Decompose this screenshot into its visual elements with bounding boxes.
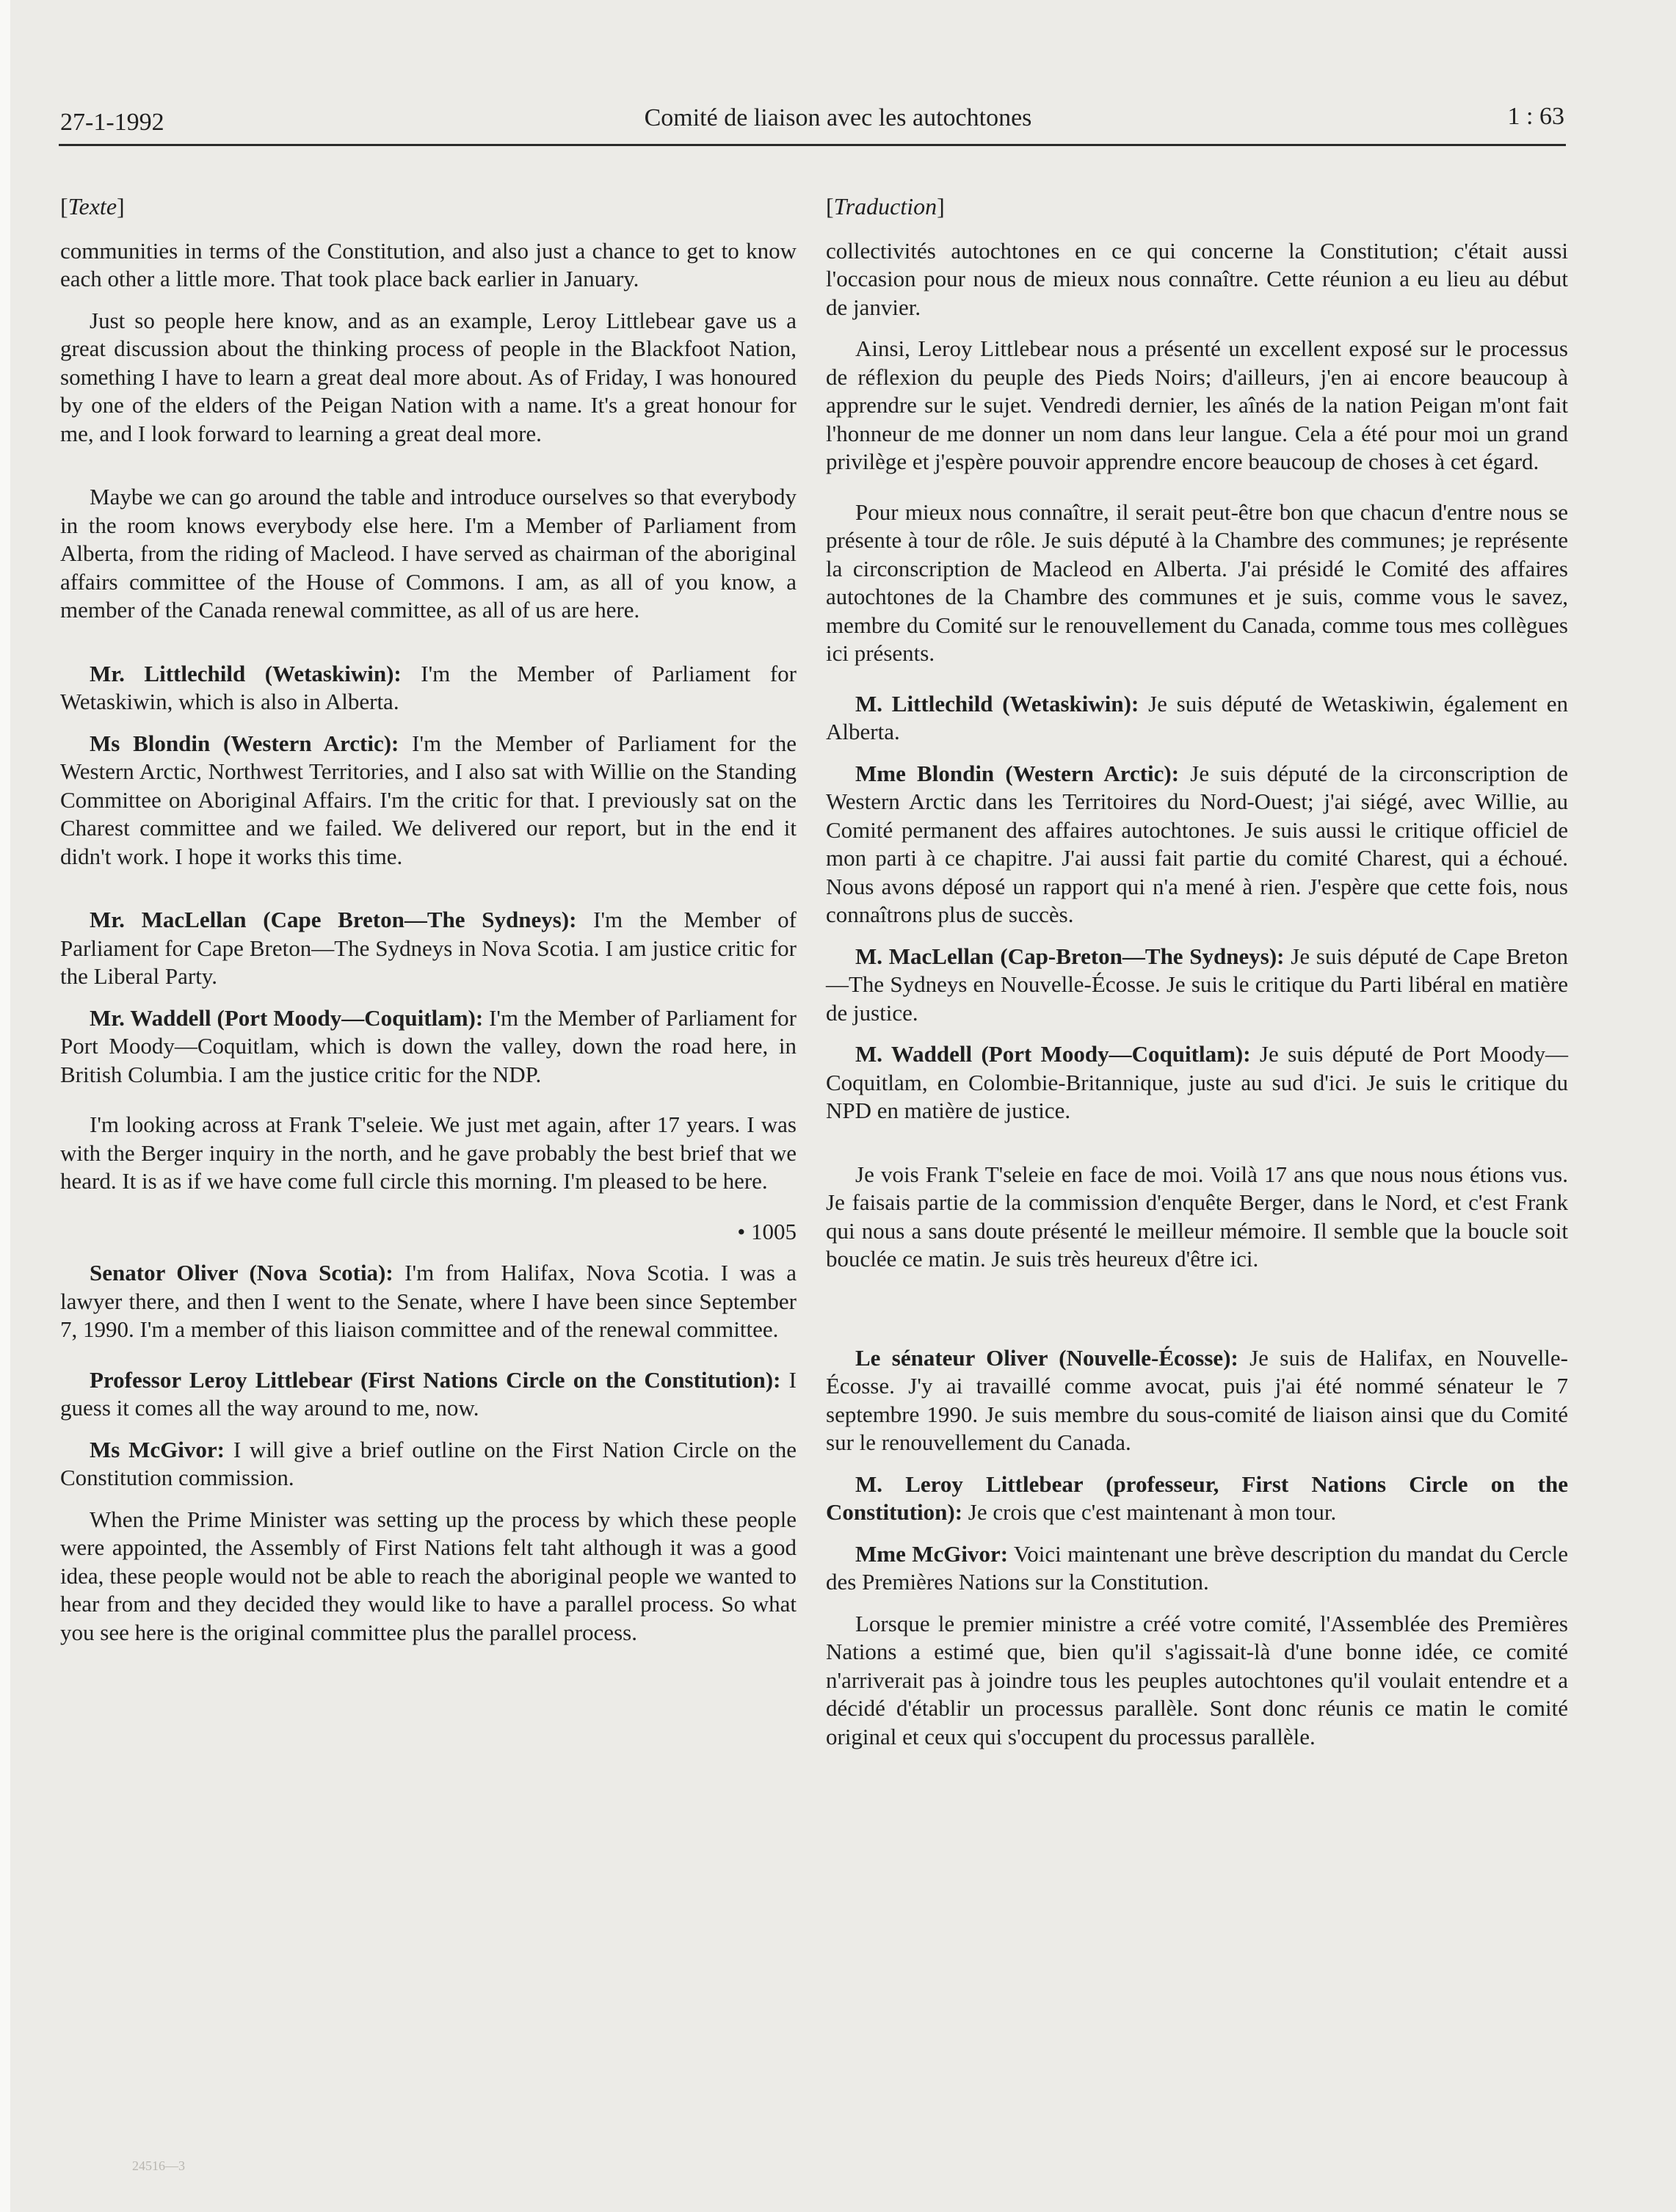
speaker-name: Senator Oliver (Nova Scotia): (90, 1260, 393, 1286)
speaker-paragraph: M. MacLellan (Cap-Breton—The Sydneys): Je suis député de Cape Breton—The Sydneys en Nouvelle-Écosse. Je suis le critique du Parti libéral en matière de justice. (826, 943, 1568, 1026)
paragraph: Pour mieux nous connaître, il serait peut-être bon que chacun d'entre nous se présente à tour de rôle. Je suis député à la Chambre des communes; je représente la circonscription de Macleod en Alberta. J'ai présidé le Comité des affaires autochtones de la Chambre des communes et je suis, comme vous le savez, membre du Comité sur le renouvellement du Canada, comme tous mes collègues ici présents. (826, 498, 1568, 666)
column-label-english: [Texte] (60, 193, 125, 220)
paragraph: Just so people here know, and as an example, Leroy Littlebear gave us a great discussion about the thinking process of people in the Blackfoot Nation, something I have to learn a great deal more about. As of Friday, I was honoured by one of the elders of the Peigan Nation with a name. It's a great honour for me, and I look forward to learning a great deal more. (60, 307, 797, 446)
speaker-paragraph: Ms McGivor: I will give a brief outline on the First Nation Circle on the Constitution commission. (60, 1436, 797, 1490)
page-edge (0, 0, 10, 2212)
paragraph: Je vois Frank T'seleie en face de moi. Voilà 17 ans que nous nous étions vus. Je faisais partie de la commission d'enquête Berger, dans le Nord, et c'est Frank qui nous a sans doute présenté le meilleur mémoire. Il semble que la boucle soit bouclée ce matin. Je suis très heureux d'être ici. (826, 1161, 1568, 1272)
speaker-name: M. Waddell (Port Moody—Coquitlam): (855, 1041, 1251, 1067)
speaker-name: Mr. Waddell (Port Moody—Coquitlam): (90, 1004, 484, 1031)
speaker-name: Mme Blondin (Western Arctic): (855, 760, 1180, 786)
header-title: Comité de liaison avec les autochtones (644, 104, 1032, 131)
speaker-paragraph: Mme Blondin (Western Arctic): Je suis député de la circonscription de Western Arctic dans les Territoires du Nord-Ouest; j'ai siégé, avec Willie, au Comité permanent des affaires autochtones. Je suis aussi le critique officiel de mon parti à ce chapitre. J'ai aussi fait partie du comité Charest, qui a échoué. Nous avons déposé un rapport qui n'a mené à rien. J'espère que cette fois, nous connaîtrons plus de succès. (826, 760, 1568, 927)
speaker-name: M. MacLellan (Cap-Breton—The Sydneys): (855, 943, 1285, 969)
speaker-paragraph: Ms Blondin (Western Arctic): I'm the Member of Parliament for the Western Arctic, Northwest Territories, and I also sat with Willie on the Standing Committee on Aboriginal Affairs. I'm the critic for that. I previously sat on the Charest committee and we failed. We delivered our report, but in the end it didn't work. I hope it works this time. (60, 730, 797, 869)
speaker-name: Le sénateur Oliver (Nouvelle-Écosse): (855, 1344, 1238, 1371)
paragraph: Lorsque le premier ministre a créé votre comité, l'Assemblée des Premières Nations a estimé que, bien qu'il s'agissait-là d'une bonne idée, ce comité n'arriverait pas à joindre tous les peuples autochtones qu'il voulait entendre et a décidé d'établir un processus parallèle. Sont donc réunis ce matin le comité original et ceux qui s'occupent du processus parallèle. (826, 1610, 1568, 1749)
speaker-paragraph: Le sénateur Oliver (Nouvelle-Écosse): Je suis de Halifax, en Nouvelle-Écosse. J'y ai travaillé comme avocat, puis j'ai été nommé sénateur le 7 septembre 1990. Je suis membre du sous-comité de liaison ainsi que du Comité sur le renouvellement du Canada. (826, 1344, 1568, 1455)
speaker-paragraph: M. Leroy Littlebear (professeur, First Nations Circle on the Constitution): Je crois que c'est maintenant à mon tour. (826, 1471, 1568, 1525)
header-page-number: 1 : 63 (1507, 103, 1564, 130)
speaker-name: Mr. MacLellan (Cape Breton—The Sydneys): (90, 907, 577, 932)
speaker-name: Ms Blondin (Western Arctic): (90, 730, 399, 756)
speaker-paragraph: Professor Leroy Littlebear (First Nations Circle on the Constitution): I guess it comes all the way around to me, now. (60, 1366, 797, 1421)
paragraph: collectivités autochtones en ce qui concerne la Constitution; c'était aussi l'occasion pour nous de mieux nous connaître. Cette réunion a eu lieu au début de janvier. (826, 237, 1568, 320)
paragraph: communities in terms of the Constitution, and also just a chance to get to know each other a little more. That took place back earlier in January. (60, 237, 797, 291)
speaker-name: Mr. Littlechild (Wetaskiwin): (90, 660, 402, 686)
header-rule (59, 144, 1566, 146)
speaker-paragraph: Mr. Waddell (Port Moody—Coquitlam): I'm the Member of Parliament for Port Moody—Coquitlam, which is down the valley, down the road here, in British Columbia. I am the justice critic for the NDP. (60, 1004, 797, 1087)
header-date: 27-1-1992 (60, 109, 164, 136)
paragraph: When the Prime Minister was setting up the process by which these people were appointed, the Assembly of First Nations felt taht although it was a good idea, these people would not be able to reach the aboriginal people we wanted to hear from and they decided they would like to have a parallel process. So what you see here is the original committee plus the parallel process. (60, 1506, 797, 1645)
speaker-paragraph: Mme McGivor: Voici maintenant une brève description du mandat du Cercle des Premières Nations sur la Constitution. (826, 1540, 1569, 1595)
paragraph: I'm looking across at Frank T'seleie. We just met again, after 17 years. I was with the Berger inquiry in the north, and he gave probably the best brief that we heard. It is as if we have come full circle this morning. I'm pleased to be here. (60, 1112, 797, 1194)
speaker-name: M. Littlechild (Wetaskiwin): (855, 690, 1139, 717)
speaker-paragraph: Mr. MacLellan (Cape Breton—The Sydneys): I'm the Member of Parliament for Cape Breton—The Sydneys in Nova Scotia. I am justice critic for the Liberal Party. (60, 907, 797, 989)
column-english (60, 192, 797, 1647)
footer-code: 24516—3 (132, 2158, 185, 2173)
speaker-name: Ms McGivor: (90, 1436, 225, 1462)
speaker-name: Mme McGivor: (855, 1540, 1009, 1567)
speaker-name: M. Leroy Littlebear (professeur, First Nations Circle on the Constitution): (826, 1471, 1568, 1525)
speaker-name: Professor Leroy Littlebear (First Nations Circle on the Constitution): (90, 1366, 781, 1393)
paragraph: Maybe we can go around the table and introduce ourselves so that everybody in the room knows everybody else here. I'm a Member of Parliament from Alberta, from the riding of Macleod. I have served as chairman of the aboriginal affairs committee of the House of Commons. I am, as all of you know, a member of the Canada renewal committee, as all of us are here. (60, 484, 797, 623)
column-french (826, 192, 1568, 1751)
column-label-french: [Traduction] (826, 193, 945, 220)
speaker-paragraph: M. Waddell (Port Moody—Coquitlam): Je suis député de Port Moody—Coquitlam, en Colombie-Britannique, juste au sud d'ici. Je suis le critique du NPD en matière de justice. (826, 1041, 1568, 1123)
speaker-paragraph: Mr. Littlechild (Wetaskiwin): I'm the Member of Parliament for Wetaskiwin, which is also in Alberta. (60, 660, 797, 714)
speaker-paragraph: Senator Oliver (Nova Scotia): I'm from Halifax, Nova Scotia. I was a lawyer there, and then I went to the Senate, where I have been since September 7, 1990. I'm a member of this liaison committee and of the renewal committee. (60, 1260, 797, 1342)
speaker-paragraph: M. Littlechild (Wetaskiwin): Je suis député de Wetaskiwin, également en Alberta. (826, 690, 1568, 744)
time-marker: • 1005 (737, 1218, 797, 1244)
paragraph: Ainsi, Leroy Littlebear nous a présenté un excellent exposé sur le processus de réflexion du peuple des Pieds Noirs; d'ailleurs, j'en ai encore beaucoup à apprendre sur le sujet. Vendredi dernier, les aînés de la nation Peigan m'ont fait l'honneur de me donner un nom dans leur langue. Cela a été pour moi un grand privilège et j'espère pouvoir apprendre encore beaucoup de choses à cet égard. (826, 336, 1568, 474)
